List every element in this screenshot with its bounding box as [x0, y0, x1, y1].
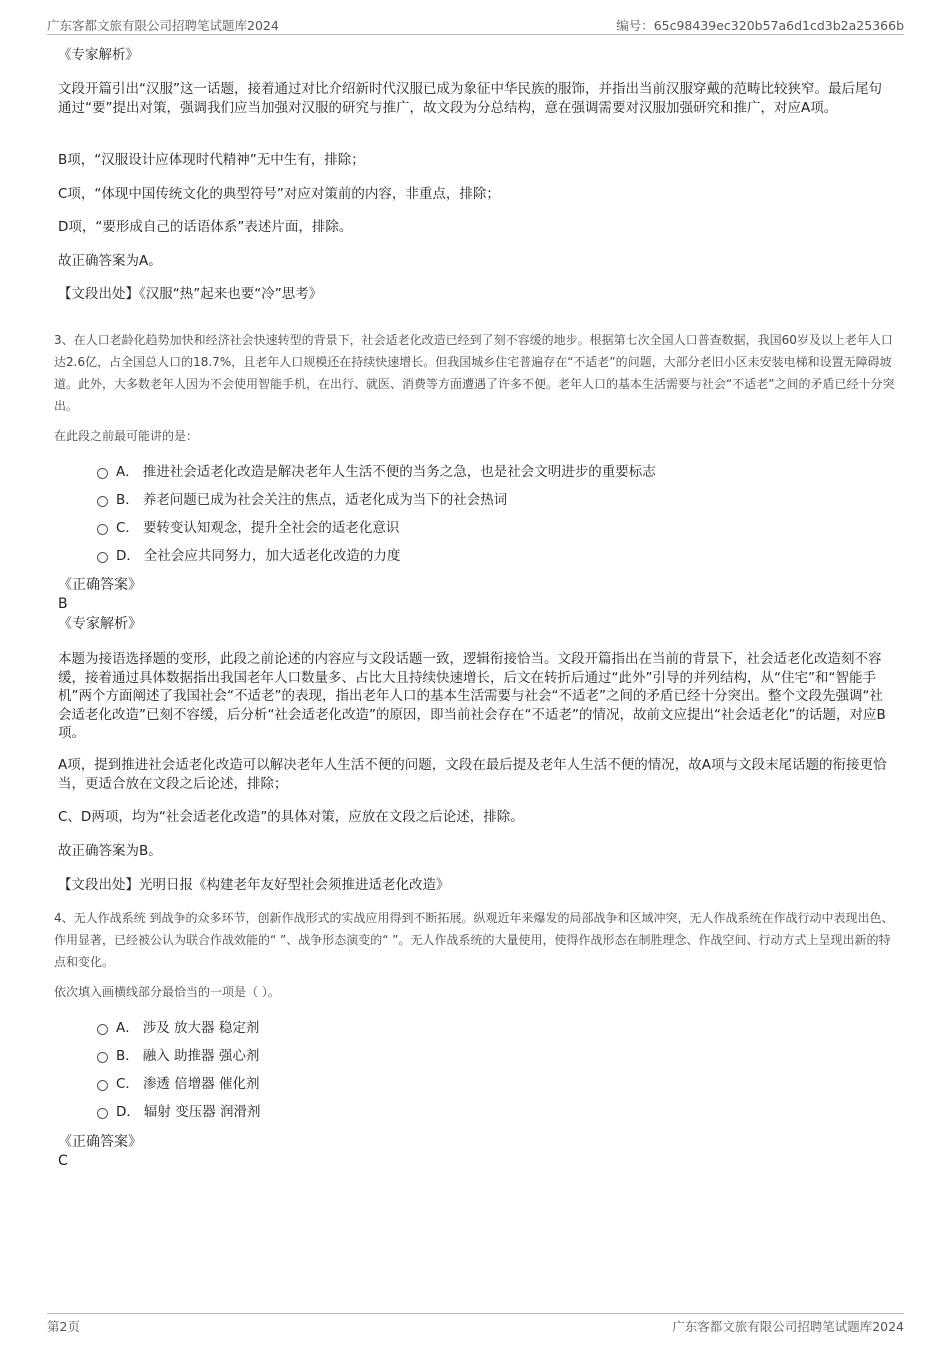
footer-title: 广东客都文旅有限公司招聘笔试题库2024	[672, 1319, 904, 1334]
question-prompt: 在此段之前最可能讲的是：	[54, 429, 199, 443]
option-text: 辐射 变压器 润滑剂	[143, 1104, 261, 1120]
header-serial: 编号：65c98439ec320b57a6d1cd3b2a25366b	[616, 18, 904, 33]
radio-icon[interactable]	[97, 524, 108, 535]
option-text: 渗透 倍增器 催化剂	[142, 1076, 260, 1092]
radio-icon[interactable]	[97, 468, 108, 479]
radio-icon[interactable]	[97, 552, 108, 563]
radio-icon[interactable]	[97, 496, 108, 507]
question-prompt: 依次填入画横线部分最恰当的一项是（ ）。	[54, 985, 280, 999]
source-citation: 【文段出处】《汉服“热”起来也要“冷”思考》	[58, 286, 323, 302]
analysis-paragraph: C、D两项，均为“社会适老化改造”的具体对策，应放在文段之后论述，排除。	[58, 809, 524, 825]
radio-icon[interactable]	[97, 1080, 108, 1091]
question-stem: 4、无人作战系统 到战争的众多环节，创新作战形式的实战应用得到不断拓展。纵观近年来爆发的局部战争和区域冲突，无人作战系统在作战行动中表现出色、作用显著，已经被公认为联合作战效能的“ ”、战争形态演变的“ ”。无人作战系统的大量使用，使得作战形态在制胜理念、作战空间、行动方式上呈现出新的特点和变化。	[54, 911, 894, 969]
option-letter: D．	[116, 1104, 140, 1120]
correct-answer-statement: 故正确答案为A。	[58, 253, 162, 269]
radio-icon[interactable]	[97, 1024, 108, 1035]
option-a[interactable]	[97, 1018, 259, 1038]
analysis-paragraph: D项，“要形成自己的话语体系”表述片面，排除。	[58, 219, 353, 235]
option-text: 养老问题已成为社会关注的焦点，适老化成为当下的社会热词	[142, 492, 508, 508]
analysis-paragraph: B项，“汉服设计应体现时代精神”无中生有，排除；	[58, 152, 365, 168]
option-b[interactable]	[97, 490, 507, 510]
option-letter: C．	[116, 520, 139, 536]
option-c[interactable]	[97, 518, 399, 538]
option-text: 要转变认知观念，提升全社会的适老化意识	[142, 520, 400, 536]
option-text: 涉及 放大器 稳定剂	[142, 1020, 260, 1036]
expert-analysis-label: 《专家解析》	[58, 616, 142, 632]
expert-analysis-label: 《专家解析》	[58, 47, 139, 63]
analysis-paragraph: 本题为接语选择题的变形，此段之前论述的内容应与文段话题一致，逻辑衔接恰当。文段开篇指出在当前的背景下，社会适老化改造刻不容缓，接着通过具体数据指出我国老年人口数量多、占比大且持续快速增长，后文在转折后通过“此外”引导的并列结构，从“住宅”和“智能手机”两个方面阐述了我国社会“不适老”的表现，指出老年人口的基本生活需要与社会“不适老”之间的矛盾已经十分突出。整个文段先强调“社会适老化改造”已刻不容缓，后分析“社会适老化改造”的原因，即当前社会存在“不适老”的情况，故前文应提出“社会适老化”的话题，对应B项。	[58, 651, 886, 741]
correct-answer-value: C	[58, 1153, 68, 1169]
option-text: 融入 助推器 强心剂	[142, 1048, 260, 1064]
radio-icon[interactable]	[97, 1052, 108, 1063]
page-header	[47, 14, 904, 35]
option-text: 推进社会适老化改造是解决老年人生活不便的当务之急，也是社会文明进步的重要标志	[142, 464, 656, 480]
option-b[interactable]	[97, 1046, 259, 1066]
question-stem: 3、在人口老龄化趋势加快和经济社会快速转型的背景下，社会适老化改造已经到了刻不容缓的地步。根据第七次全国人口普查数据，我国60岁及以上老年人口达2.6亿，占全国总人口的18.7%，且老年人口规模还在持续快速增长。但我国城乡住宅普遍存在“不适老”的问题，大部分老旧小区未安装电梯和设置无障碍坡道。此外，大多数老年人因为不会使用智能手机，在出行、就医、消费等方面遭遇了许多不便。老年人口的基本生活需要与社会“不适老”之间的矛盾已经十分突出。	[54, 333, 895, 413]
analysis-paragraph: C项，“体现中国传统文化的典型符号”对应对策前的内容，非重点，排除；	[58, 186, 500, 202]
header-title: 广东客都文旅有限公司招聘笔试题库2024	[47, 18, 279, 33]
page-number: 第2页	[47, 1319, 80, 1334]
correct-answer-label: 《正确答案》	[58, 577, 142, 593]
option-letter: A．	[116, 1020, 139, 1036]
option-c[interactable]	[97, 1074, 260, 1094]
option-letter: A．	[116, 464, 139, 480]
option-letter: B．	[116, 1048, 139, 1064]
option-d[interactable]	[97, 1102, 261, 1122]
correct-answer-statement: 故正确答案为B。	[58, 843, 162, 859]
option-letter: D．	[116, 548, 140, 564]
correct-answer-label: 《正确答案》	[58, 1134, 142, 1150]
correct-answer-value: B	[58, 596, 68, 612]
analysis-paragraph: 文段开篇引出“汉服”这一话题，接着通过对比介绍新时代汉服已成为象征中华民族的服饰，并指出当前汉服穿戴的范畴比较狭窄。最后尾句通过“要”提出对策，强调我们应当加强对汉服的研究与推广，故文段为分总结构，意在强调需要对汉服加强研究和推广，对应A项。	[58, 81, 882, 116]
radio-icon[interactable]	[97, 1108, 108, 1119]
option-d[interactable]	[97, 546, 400, 566]
option-letter: B．	[116, 492, 139, 508]
option-letter: C．	[116, 1076, 139, 1092]
page-footer	[47, 1313, 904, 1334]
analysis-paragraph: A项，提到推进社会适老化改造可以解决老年人生活不便的问题，文段在最后提及老年人生活不便的情况，故A项与文段末尾话题的衔接更恰当，更适合放在文段之后论述，排除；	[58, 757, 887, 792]
option-a[interactable]	[97, 462, 656, 482]
option-text: 全社会应共同努力，加大适老化改造的力度	[143, 548, 401, 564]
source-citation: 【文段出处】光明日报《构建老年友好型社会须推进适老化改造》	[58, 877, 450, 893]
